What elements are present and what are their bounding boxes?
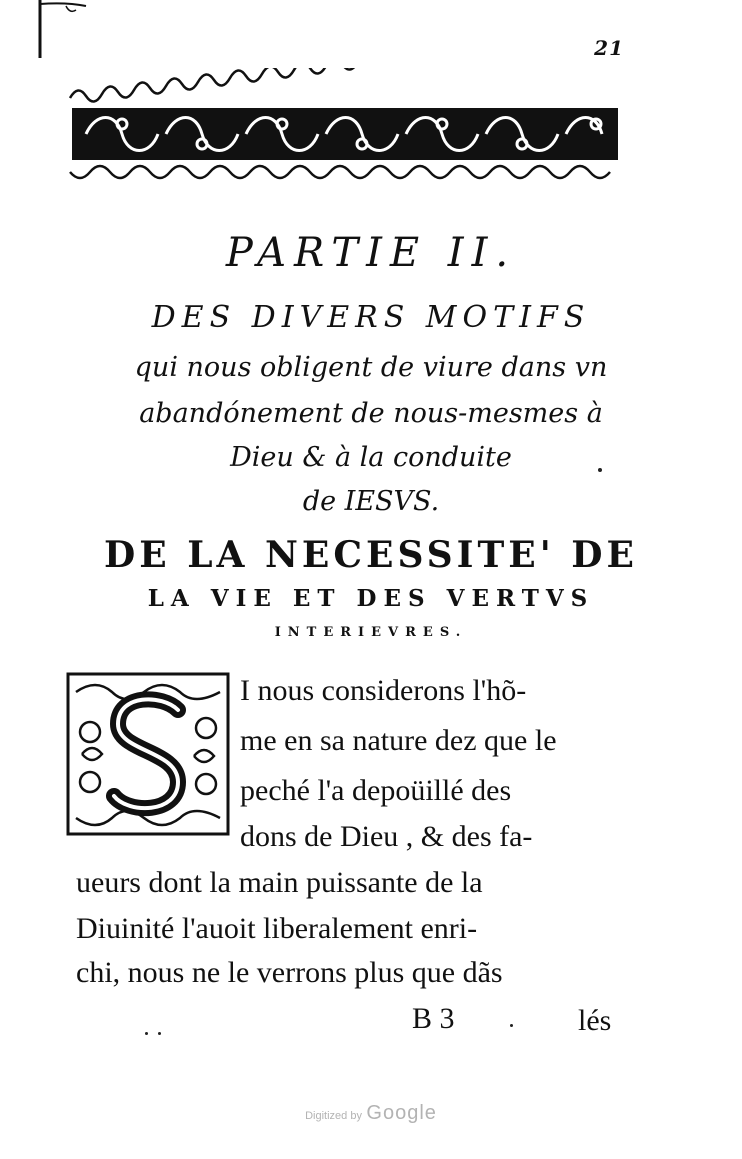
motifs-title: DES DIVERS MOTIFS	[151, 300, 591, 335]
signature-mark: B 3	[412, 1002, 455, 1035]
section-heading: LA VIE ET DES VERTVS	[147, 585, 595, 612]
digitization-watermark	[0, 1102, 742, 1125]
subtitle-line: Dieu & à la conduite	[230, 442, 512, 473]
subtitle-line: abandónement de nous-mesmes à	[139, 398, 603, 429]
ink-speck	[598, 468, 602, 472]
ink-speck	[145, 1032, 148, 1035]
part-title: PARTIE II.	[225, 230, 517, 276]
catchword: lés	[578, 1004, 612, 1037]
watermark-brand: Google	[366, 1102, 437, 1124]
ink-speck	[510, 1024, 513, 1027]
ink-speck	[158, 1032, 161, 1035]
section-heading: DE LA NECESSITE' DE	[104, 534, 638, 576]
body-line: me en sa nature dez que le	[240, 724, 557, 757]
headpiece-ornament	[66, 68, 626, 196]
body-line: peché l'a depoüillé des	[240, 774, 512, 807]
page-number: 21	[594, 36, 624, 60]
body-line: dons de Dieu , & des fa-	[240, 820, 533, 853]
body-line: I nous considerons l'hõ-	[240, 674, 527, 707]
corner-ornament	[26, 0, 96, 60]
subtitle-line: de IESVS.	[302, 486, 440, 517]
watermark-prefix: Digitized by	[305, 1110, 362, 1122]
body-line: ueurs dont la main puissante de la	[76, 866, 483, 899]
section-heading: INTERIEVRES.	[274, 625, 468, 640]
body-line: Diuinité l'auoit liberalement enri-	[76, 912, 478, 945]
decorated-initial-s	[66, 672, 230, 836]
subtitle-line: qui nous obligent de viure dans vn	[134, 352, 608, 383]
body-line: chi, nous ne le verrons plus que dãs	[76, 956, 503, 989]
